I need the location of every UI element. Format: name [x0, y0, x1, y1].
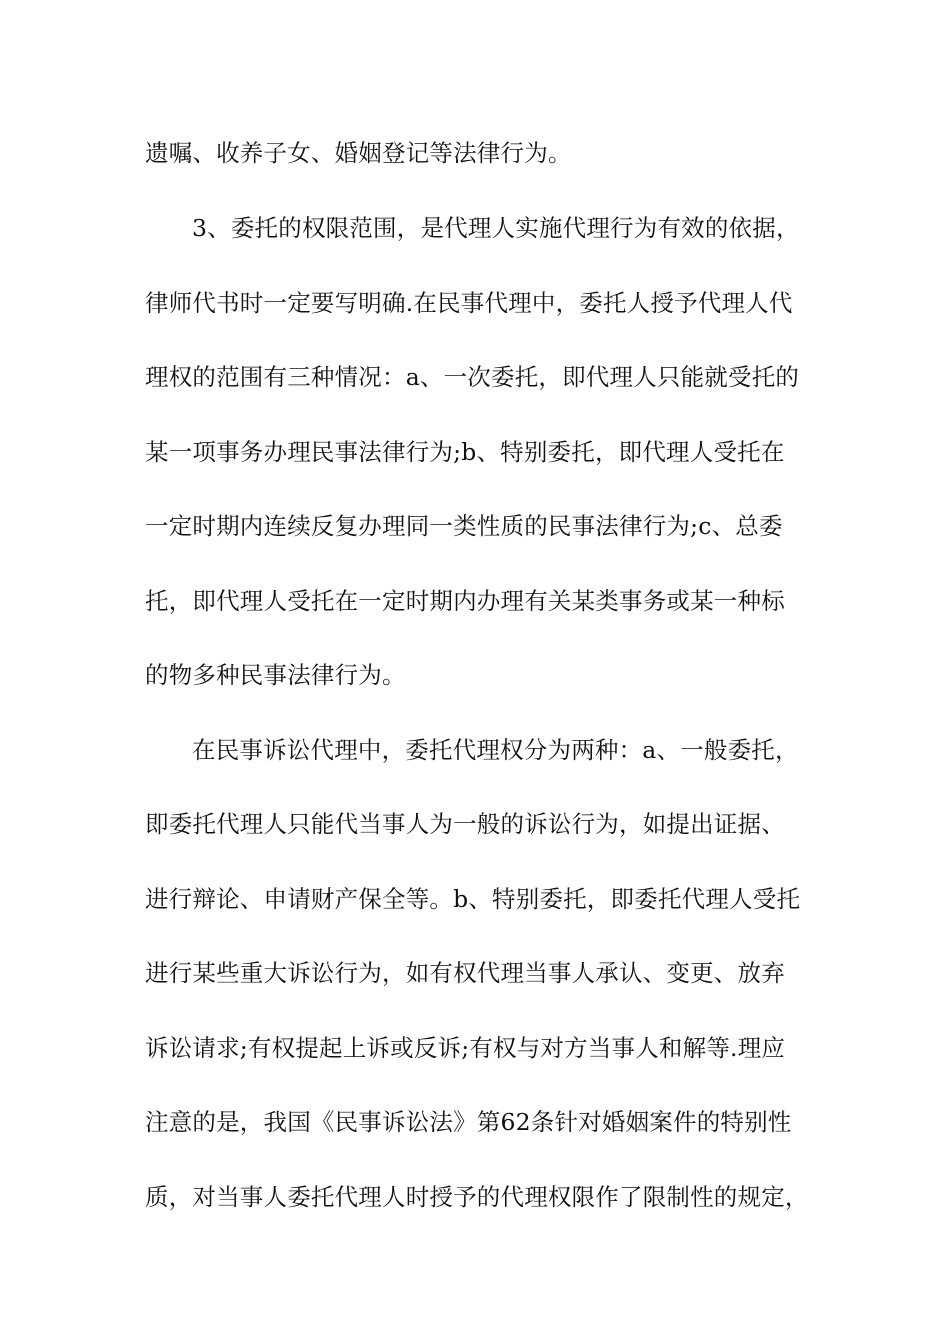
text-line: 质，对当事人委托代理人时授予的代理权限作了限制性的规定， — [145, 1183, 809, 1211]
text-line: 某一项事务办理民事法律行为;b、特别委托，即代理人受托在 — [145, 438, 785, 466]
text-line: 即委托代理人只能代当事人为一般的诉讼行为，如提出证据、 — [145, 810, 785, 838]
text-line: 一定时期内连续反复办理同一类性质的民事法律行为;c、总委 — [145, 512, 783, 540]
text-line: 理权的范围有三种情况：a、一次委托，即代理人只能就受托的 — [145, 363, 800, 391]
text-line: 律师代书时一定要写明确.在民事代理中，委托人授予代理人代 — [145, 289, 793, 317]
text-line: 注意的是，我国《民事诉讼法》第62条针对婚姻案件的特别性 — [145, 1108, 792, 1136]
paragraph-start-line: 在民事诉讼代理中，委托代理权分为两种：a、一般委托， — [192, 736, 799, 764]
text-line: 的物多种民事法律行为。 — [145, 661, 406, 689]
text-line: 诉讼请求;有权提起上诉或反诉;有权与对方当事人和解等.理应 — [145, 1034, 786, 1062]
text-line: 遗嘱、收养子女、婚姻登记等法律行为。 — [145, 139, 572, 167]
paragraph-start-line: 3、委托的权限范围，是代理人实施代理行为有效的依据， — [192, 214, 800, 242]
text-line: 托，即代理人受托在一定时期内办理有关某类事务或某一种标 — [145, 587, 785, 615]
text-line: 进行辩论、申请财产保全等。b、特别委托，即委托代理人受托 — [145, 885, 801, 913]
text-line: 进行某些重大诉讼行为，如有权代理当事人承认、变更、放弃 — [145, 959, 785, 987]
